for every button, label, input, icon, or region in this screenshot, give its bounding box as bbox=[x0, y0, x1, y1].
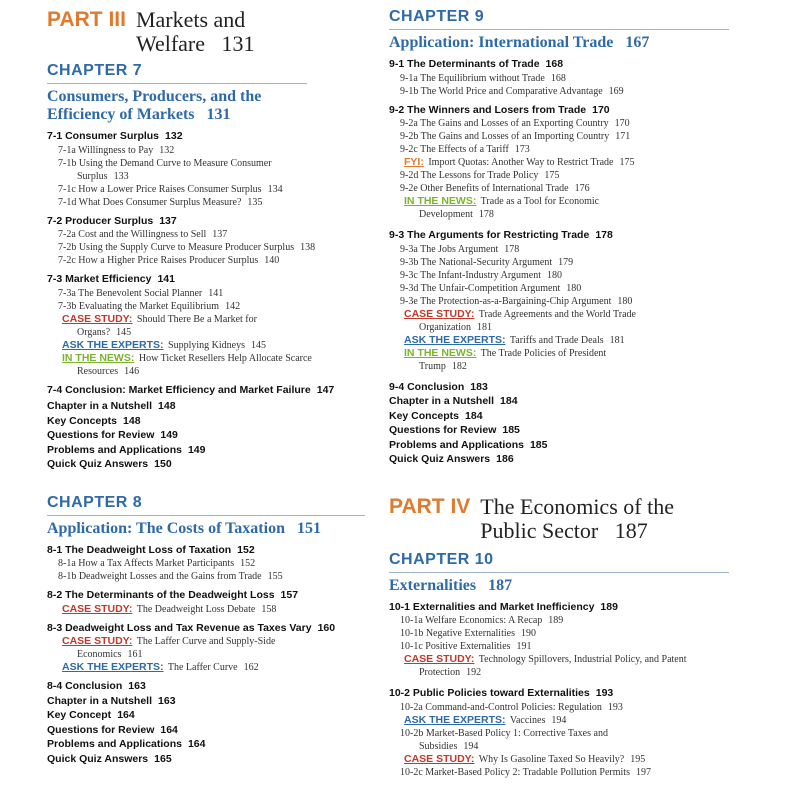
subsection: 9-3d The Unfair-Competition Argument 180 bbox=[400, 282, 582, 294]
case-study-label: CASE STUDY: bbox=[62, 635, 133, 647]
subsection: 8-1a How a Tax Affects Market Participants 152 bbox=[58, 558, 256, 569]
section-10-2 bbox=[389, 687, 729, 779]
case-study-label: CASE STUDY: bbox=[62, 602, 133, 615]
case-study-entry: CASE STUDY: The Deadweight Loss Debate 158 bbox=[62, 602, 277, 615]
section-title: 10-1 Externalities and Market Inefficiency 189 bbox=[389, 600, 618, 613]
left-column bbox=[47, 8, 365, 780]
end-item: Questions for Review 149 bbox=[47, 429, 178, 441]
section-title: 8-1 The Deadweight Loss of Taxation 152 bbox=[47, 543, 255, 556]
chapter-7 bbox=[47, 62, 365, 472]
section-8-1 bbox=[47, 544, 365, 584]
in-the-news-entry: IN THE NEWS: How Ticket Resellers Help Allocate Scarce Resources 146 bbox=[62, 351, 312, 377]
subsection: 10-2c Market-Based Policy 2: Tradable Pollution Permits 197 bbox=[400, 766, 651, 778]
subsection: 9-2c The Effects of a Tariff 173 bbox=[400, 144, 530, 155]
chapter-end-matter bbox=[47, 694, 365, 767]
section-10-1 bbox=[389, 601, 729, 680]
section-title: 8-4 Conclusion 163 bbox=[47, 680, 146, 692]
end-item: Problems and Applications 164 bbox=[47, 738, 206, 750]
chapter-end-matter bbox=[47, 399, 365, 472]
part-label: PART III bbox=[47, 8, 126, 31]
subsection: 10-1b Negative Externalities 190 bbox=[400, 628, 536, 639]
case-study-label: CASE STUDY: bbox=[404, 307, 475, 320]
section-9-1 bbox=[389, 58, 729, 98]
section-title: 7-1 Consumer Surplus 132 bbox=[47, 130, 183, 142]
subsection: 9-2d The Lessons for Trade Policy 175 bbox=[400, 170, 560, 181]
section-title: 9-4 Conclusion 183 bbox=[389, 380, 488, 393]
subsection: 7-2b Using the Supply Curve to Measure Producer Surplus 138 bbox=[58, 242, 316, 253]
subsection: 9-2e Other Benefits of International Trade 176 bbox=[400, 183, 590, 194]
in-the-news-label: IN THE NEWS: bbox=[404, 346, 477, 359]
section-title: 7-3 Market Efficiency 141 bbox=[47, 273, 175, 285]
subsection: 7-1a Willingness to Pay 132 bbox=[58, 144, 175, 156]
chapter-9 bbox=[389, 8, 729, 467]
section-title: 8-3 Deadweight Loss and Tax Revenue as Taxes Vary 160 bbox=[47, 621, 336, 634]
section-title: 9-3 The Arguments for Restricting Trade 178 bbox=[389, 229, 613, 241]
case-study-entry: CASE STUDY: Why Is Gasoline Taxed So Heavily? 195 bbox=[404, 752, 646, 765]
end-item: Quick Quiz Answers 150 bbox=[47, 458, 172, 470]
end-item: Problems and Applications 149 bbox=[47, 443, 206, 456]
in-the-news-entry: IN THE NEWS: Trade as a Tool for Economic Development 178 bbox=[404, 195, 600, 220]
in-the-news-entry: IN THE NEWS: The Trade Policies of President Trump 182 bbox=[404, 346, 607, 372]
end-item: Key Concepts 148 bbox=[47, 414, 141, 427]
chapter-10 bbox=[389, 551, 729, 779]
chapter-title: Application: International Trade 167 bbox=[389, 29, 729, 52]
subsection: 9-3a The Jobs Argument 178 bbox=[400, 243, 520, 255]
section-8-3 bbox=[47, 622, 365, 675]
ask-experts-entry: ASK THE EXPERTS: The Laffer Curve 162 bbox=[62, 661, 259, 673]
section-8-4 bbox=[47, 680, 365, 694]
chapter-title: Externalities 187 bbox=[389, 572, 729, 595]
end-item: Key Concept 164 bbox=[47, 709, 135, 721]
subsection: 7-1c How a Lower Price Raises Consumer Surplus 134 bbox=[58, 183, 283, 195]
ask-experts-entry: ASK THE EXPERTS: Vaccines 194 bbox=[404, 713, 567, 726]
chapter-title: Consumers, Producers, and the Efficiency of Markets 131 bbox=[47, 83, 307, 124]
subsection: 8-1b Deadweight Losses and the Gains from Trade 155 bbox=[58, 571, 283, 582]
right-column bbox=[389, 8, 729, 793]
section-title: 9-1 The Determinants of Trade 168 bbox=[389, 58, 564, 70]
subsection: 10-1a Welfare Economics: A Recap 189 bbox=[400, 615, 564, 626]
part-title: The Economics of the Public Sector 187 bbox=[480, 493, 674, 543]
case-study-label: CASE STUDY: bbox=[404, 752, 475, 765]
ask-experts-entry: ASK THE EXPERTS: Supplying Kidneys 145 bbox=[62, 338, 266, 351]
end-item: Problems and Applications 185 bbox=[389, 438, 548, 451]
subsection: 7-2c How a Higher Price Raises Producer Surplus 140 bbox=[58, 255, 280, 266]
end-item: Questions for Review 164 bbox=[47, 723, 178, 736]
section-title: 7-4 Conclusion: Market Efficiency and Market Failure 147 bbox=[47, 383, 335, 396]
case-study-label: CASE STUDY: bbox=[62, 312, 133, 325]
chapter-end-matter bbox=[389, 394, 729, 467]
subsection: 9-2a The Gains and Losses of an Exporting Country 170 bbox=[400, 118, 630, 129]
subsection: 9-1b The World Price and Comparative Advantage 169 bbox=[400, 85, 624, 97]
subsection: 7-1b Using the Demand Curve to Measure Consumer Surplus 133 bbox=[58, 157, 272, 182]
section-title: 8-2 The Determinants of the Deadweight Loss 157 bbox=[47, 589, 299, 601]
subsection: 9-3b The National-Security Argument 179 bbox=[400, 256, 574, 268]
section-7-4 bbox=[47, 384, 365, 398]
part-heading bbox=[47, 8, 365, 56]
section-title: 9-2 The Winners and Losers from Trade 170 bbox=[389, 103, 610, 116]
part-heading bbox=[389, 495, 729, 543]
chapter-label: CHAPTER 9 bbox=[389, 8, 485, 25]
subsection: 9-3e The Protection-as-a-Bargaining-Chip Argument 180 bbox=[400, 295, 633, 307]
chapter-8 bbox=[47, 494, 365, 767]
chapter-title: Application: The Costs of Taxation 151 bbox=[47, 515, 365, 538]
subsection: 9-1a The Equilibrium without Trade 168 bbox=[400, 72, 566, 84]
case-study-entry: CASE STUDY: Should There Be a Market for Organs? 145 bbox=[62, 312, 257, 338]
case-study-label: CASE STUDY: bbox=[404, 653, 475, 665]
end-item: Chapter in a Nutshell 163 bbox=[47, 694, 176, 707]
section-7-1 bbox=[47, 130, 365, 209]
subsection: 10-2a Command-and-Control Policies: Regulation 193 bbox=[400, 701, 623, 713]
ask-experts-label: ASK THE EXPERTS: bbox=[62, 338, 164, 351]
subsection: 9-2b The Gains and Losses of an Importing Country 171 bbox=[400, 131, 631, 142]
fyi-label: FYI: bbox=[404, 156, 424, 168]
case-study-entry: CASE STUDY: The Laffer Curve and Supply-Side Economics 161 bbox=[62, 635, 276, 660]
subsection: 7-3b Evaluating the Market Equilibrium 142 bbox=[58, 300, 241, 312]
in-the-news-label: IN THE NEWS: bbox=[62, 351, 135, 364]
subsection: 10-2b Market-Based Policy 1: Corrective Taxes and Subsidies 194 bbox=[400, 727, 608, 752]
section-9-2 bbox=[389, 104, 729, 222]
end-item: Key Concepts 184 bbox=[389, 409, 483, 422]
end-item: Quick Quiz Answers 186 bbox=[389, 453, 514, 465]
case-study-entry: CASE STUDY: Trade Agreements and the World Trade Organization 181 bbox=[404, 307, 636, 333]
chapter-label: CHAPTER 8 bbox=[47, 493, 143, 511]
subsection: 9-3c The Infant-Industry Argument 180 bbox=[400, 269, 562, 281]
case-study-entry: CASE STUDY: Technology Spillovers, Industrial Policy, and Patent Protection 192 bbox=[404, 653, 687, 678]
subsection: 7-3a The Benevolent Social Planner 141 bbox=[58, 287, 224, 299]
section-8-2 bbox=[47, 589, 365, 616]
part-label: PART IV bbox=[389, 494, 471, 518]
section-7-3 bbox=[47, 273, 365, 378]
in-the-news-label: IN THE NEWS: bbox=[404, 195, 477, 207]
ask-experts-label: ASK THE EXPERTS: bbox=[404, 713, 506, 726]
section-title: 7-2 Producer Surplus 137 bbox=[47, 214, 177, 227]
ask-experts-label: ASK THE EXPERTS: bbox=[404, 333, 506, 346]
chapter-label: CHAPTER 7 bbox=[47, 62, 143, 79]
subsection: 7-1d What Does Consumer Surplus Measure? 135 bbox=[58, 196, 263, 208]
section-9-4 bbox=[389, 381, 729, 395]
ask-experts-label: ASK THE EXPERTS: bbox=[62, 661, 164, 673]
subsection: 10-1c Positive Externalities 191 bbox=[400, 641, 532, 652]
section-7-2 bbox=[47, 215, 365, 268]
ask-experts-entry: ASK THE EXPERTS: Tariffs and Trade Deals 181 bbox=[404, 333, 625, 346]
end-item: Questions for Review 185 bbox=[389, 424, 520, 436]
chapter-label: CHAPTER 10 bbox=[389, 550, 494, 568]
section-title: 10-2 Public Policies toward Externalities 193 bbox=[389, 687, 614, 699]
part-title: Markets and Welfare 131 bbox=[135, 7, 255, 56]
end-item: Chapter in a Nutshell 184 bbox=[389, 395, 518, 407]
end-item: Chapter in a Nutshell 148 bbox=[47, 400, 176, 412]
subsection: 7-2a Cost and the Willingness to Sell 137 bbox=[58, 229, 228, 240]
end-item: Quick Quiz Answers 165 bbox=[47, 752, 172, 765]
section-9-3 bbox=[389, 229, 729, 373]
fyi-entry: FYI: Import Quotas: Another Way to Restrict Trade 175 bbox=[404, 156, 635, 168]
